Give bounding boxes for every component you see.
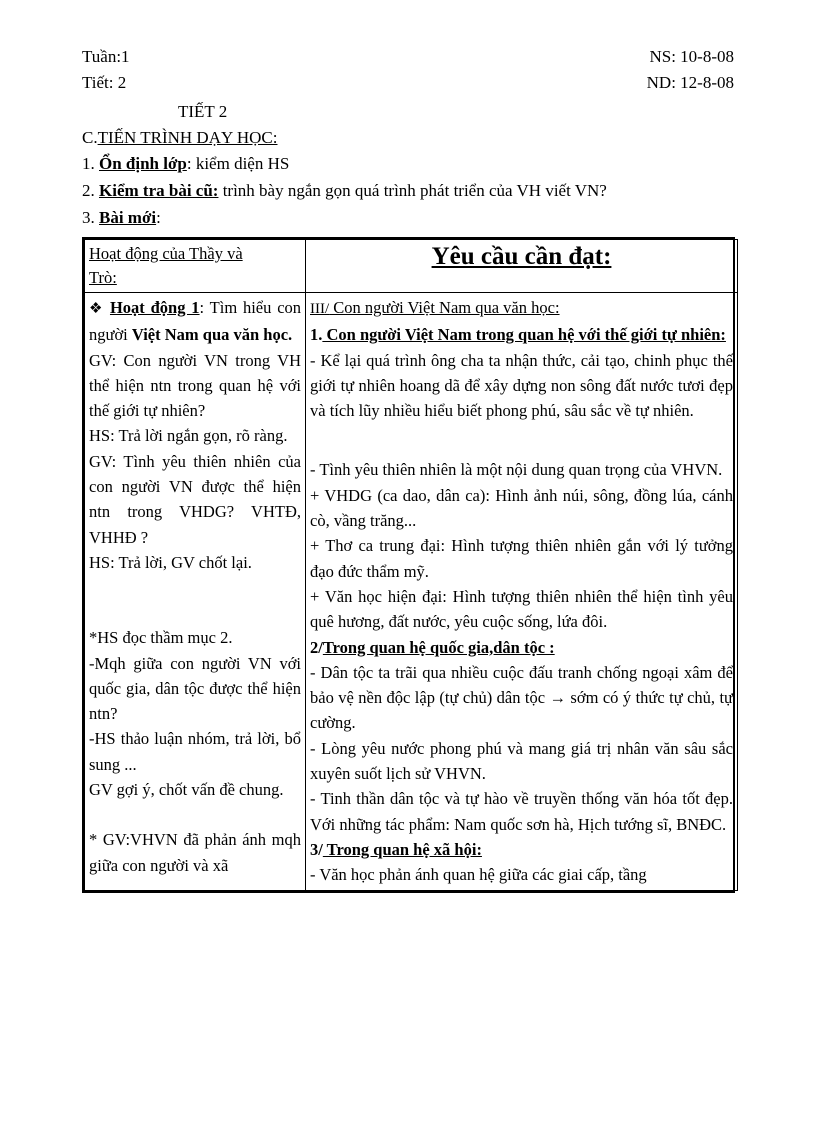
step-3-title: Bài mới	[99, 208, 157, 227]
activity-1-tail: qua văn học.	[198, 325, 293, 345]
heading-subsection-3	[310, 837, 733, 862]
heading-III-text: Con người Việt Nam qua văn học:	[329, 298, 560, 317]
diamond-bullet-icon: ❖	[89, 301, 105, 317]
relationship-question: -Mqh giữa con người VN với quốc gia, dân tộc được thể hiện ntn?	[89, 653, 301, 724]
step-1-number: 1.	[82, 154, 95, 173]
ns-date-label: NS: 10-8-08	[649, 47, 734, 66]
requirements-cell	[306, 293, 738, 891]
step-item-2	[82, 177, 736, 204]
column-header-activities	[85, 240, 306, 293]
content-social-relations: - Văn học phản ánh quan hệ giữa các giai cấp, tầng	[310, 865, 647, 885]
activity-1-rest: : Tìm hiểu con người	[89, 298, 302, 345]
activity-1-label: Hoạt động 1	[109, 298, 200, 317]
document-header	[82, 44, 736, 231]
heading-3-number: 3/	[310, 839, 323, 859]
heading-1-text: Con người Việt Nam trong quan hệ với thế giới tự nhiên:	[322, 325, 726, 345]
activities-cell	[85, 293, 306, 891]
student-read-note: *HS đọc thầm mục 2.	[89, 628, 233, 648]
column-header-requirements	[306, 240, 738, 293]
heading-subsection-1	[310, 322, 733, 347]
header-row-period	[82, 70, 736, 96]
content-medieval-poetry: + Thơ ca trung đại: Hình tượng thiên nhiên gắn với lý tưởng đạo đức thẩm mỹ.	[310, 536, 733, 581]
teacher-guidance-note: GV gợi ý, chốt vấn đề chung.	[89, 780, 284, 800]
student-answer-1: HS: Trả lời ngắn gọn, rõ ràng.	[89, 426, 288, 446]
lesson-center-title: TIẾT 2	[178, 102, 228, 121]
heading-section-III	[310, 295, 733, 322]
lesson-plan-table	[82, 237, 735, 893]
content-nature-intro: - Kể lại quá trình ông cha ta nhận thức, cải tạo, chinh phục thế giới tự nhiên hoang dã để xây dựng non sông đất nước tươi đẹp và tích lũy nhiều hiểu biết phong phú, sâu sắc về tự nhiên.	[310, 350, 733, 421]
teacher-question-1: GV: Con người VN trong VH thể hiện ntn trong quan hệ với thế giới tự nhiên?	[89, 350, 301, 421]
right-column-gap-1	[310, 423, 733, 457]
content-national-pride: - Tinh thần dân tộc và tự hào về truyền thống văn hóa tốt đẹp. Với những tác phẩm: Nam quốc sơn hà, Hịch tướng sĩ, BNĐC.	[310, 789, 733, 834]
column-header-activities-line1: Hoạt động của Thầy và	[89, 244, 243, 263]
nd-date-label: ND: 12-8-08	[646, 73, 734, 92]
content-folk-literature: + VHDG (ca dao, dân ca): Hình ảnh núi, sông, đồng lúa, cánh cò, vầng trăng...	[310, 485, 733, 531]
left-column-gap-1	[89, 575, 301, 625]
heading-III-numeral: III/	[310, 301, 330, 317]
heading-3-text: Trong quan hệ xã hội:	[322, 839, 482, 859]
table-body-row	[85, 293, 738, 891]
header-row-week	[82, 44, 736, 70]
teacher-question-2: GV: Tình yêu thiên nhiên của con người VN được thể hiện ntn trong VHDG? VHTĐ, VHHĐ ?	[89, 451, 301, 547]
content-nation-struggle: - Dân tộc ta trãi qua nhiều cuộc đấu tranh chống ngoại xâm để bảo vệ nền độc lập (tự chủ) dân tộc → sớm có ý thức tự chủ, tự cường.	[310, 662, 733, 733]
activity-1-bold: Việt Nam	[131, 325, 199, 345]
step-2-title: Kiểm tra bài cũ:	[99, 181, 219, 200]
left-column-gap-2	[89, 802, 301, 827]
content-modern-literature: + Văn học hiện đại: Hình tượng thiên nhiên thể hiện tình yêu quê hương, đất nước, yêu cuộc sống, lứa đôi.	[310, 586, 733, 632]
group-discussion-note: -HS thảo luận nhóm, trả lời, bổ sung ...	[89, 729, 301, 774]
section-heading-text: TIẾN TRÌNH DẠY HỌC:	[97, 128, 278, 147]
heading-1-number: 1.	[310, 325, 323, 345]
heading-2-number: 2/	[310, 637, 323, 657]
period-label: Tiết: 2	[82, 73, 127, 92]
step-2-number: 2.	[82, 181, 95, 200]
section-prefix: C.	[82, 128, 98, 147]
step-1-rest: : kiểm diện HS	[186, 154, 290, 173]
heading-2-text: Trong quan hệ quốc gia,dân tộc :	[322, 637, 555, 657]
content-patriotism: - Lòng yêu nước phong phú và mang giá trị nhân văn sâu sắc xuyên suốt lịch sử VHVN.	[310, 738, 733, 784]
step-2-rest: trình bày ngắn gọn quá trình phát triển của VH viết VN?	[218, 181, 607, 200]
step-1-title: Ổn định lớp	[99, 154, 187, 173]
table-header-row	[85, 240, 738, 293]
teacher-summary-note: * GV:VHVN đã phản ánh mqh giữa con người và xã	[89, 830, 301, 875]
section-heading	[82, 125, 736, 150]
column-header-requirements-text: Yêu cầu cần đạt:	[431, 243, 612, 270]
step-3-rest: :	[156, 208, 161, 227]
step-item-1	[82, 150, 736, 177]
week-label: Tuần:1	[82, 47, 130, 66]
step-3-number: 3.	[82, 208, 95, 227]
column-header-activities-line2: Trò:	[89, 268, 117, 287]
heading-subsection-2	[310, 635, 733, 660]
activity-1-paragraph	[89, 295, 301, 348]
student-answer-2: HS: Trả lời, GV chốt lại.	[89, 552, 252, 572]
content-nature-love: - Tình yêu thiên nhiên là một nội dung quan trọng của VHVN.	[310, 460, 723, 480]
step-item-3	[82, 204, 736, 231]
